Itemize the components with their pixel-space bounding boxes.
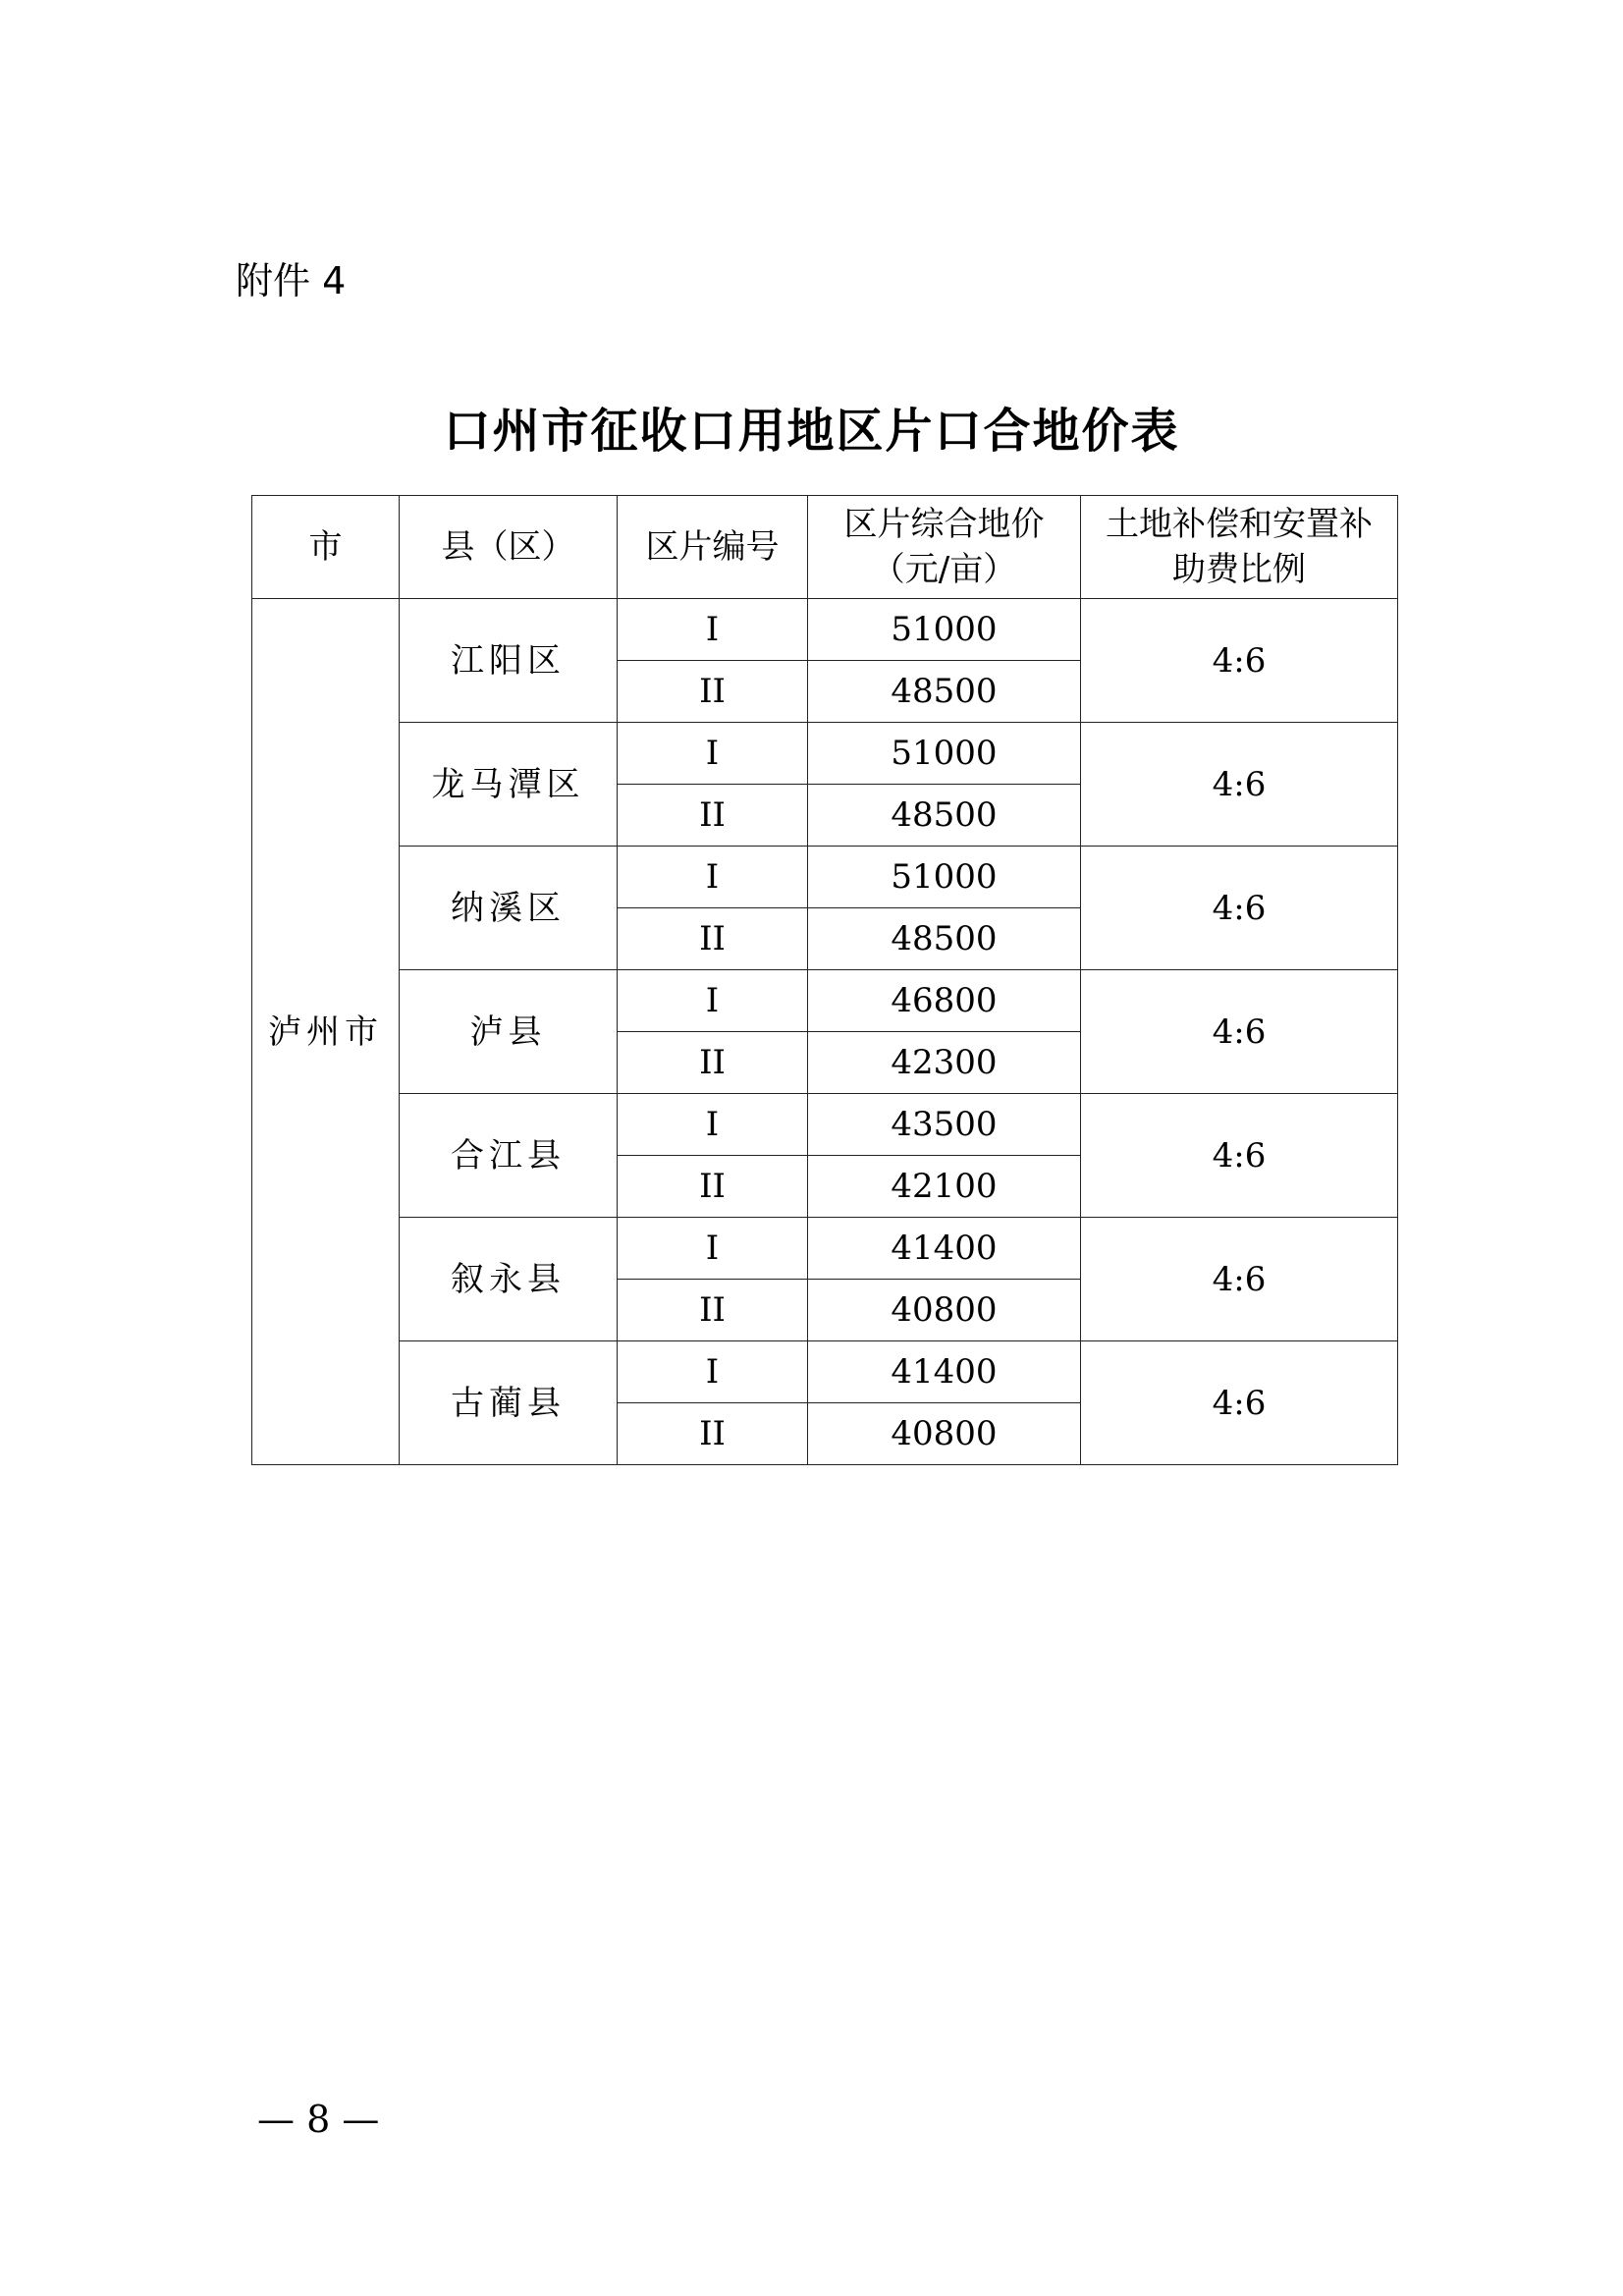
header-ratio	[1081, 496, 1398, 599]
header-ratio-line1: 土地补偿和安置补	[1106, 505, 1373, 544]
price-cell: 41400	[808, 1341, 1081, 1403]
county-cell: 纳溪区	[400, 847, 618, 970]
table-row	[252, 970, 1398, 1032]
zone-code-cell: II	[618, 1156, 808, 1218]
zone-code-cell: II	[618, 908, 808, 970]
price-cell: 46800	[808, 970, 1081, 1032]
land-price-table	[251, 495, 1398, 1465]
county-cell: 泸县	[400, 970, 618, 1094]
county-cell: 江阳区	[400, 599, 618, 723]
header-city	[252, 496, 400, 599]
county-cell: 合江县	[400, 1094, 618, 1218]
attachment-label: 附件 4	[236, 259, 347, 302]
price-cell: 48500	[808, 661, 1081, 723]
price-cell: 42100	[808, 1156, 1081, 1218]
table-row	[252, 599, 1398, 661]
table-row	[252, 847, 1398, 908]
ratio-cell: 4:6	[1081, 599, 1398, 723]
zone-code-cell: II	[618, 1032, 808, 1094]
header-county	[400, 496, 618, 599]
zone-code-cell: I	[618, 599, 808, 661]
ratio-cell: 4:6	[1081, 970, 1398, 1094]
table-row	[252, 1094, 1398, 1156]
header-county-label: 县（区）	[441, 527, 575, 567]
ratio-cell: 4:6	[1081, 723, 1398, 847]
zone-code-cell: I	[618, 723, 808, 785]
county-cell: 龙马潭区	[400, 723, 618, 847]
price-cell: 40800	[808, 1280, 1081, 1341]
price-cell: 41400	[808, 1218, 1081, 1280]
price-cell: 51000	[808, 599, 1081, 661]
price-cell: 51000	[808, 723, 1081, 785]
page-number: — 8 —	[257, 2098, 380, 2141]
city-cell: 泸州市	[252, 599, 400, 1465]
price-cell: 48500	[808, 785, 1081, 847]
zone-code-cell: I	[618, 1094, 808, 1156]
table-row	[252, 1218, 1398, 1280]
header-zone-code-label: 区片编号	[645, 527, 780, 567]
zone-code-cell: II	[618, 1280, 808, 1341]
county-cell: 古蔺县	[400, 1341, 618, 1465]
document-title: 口州市征收口用地区片口合地价表	[443, 404, 1180, 459]
zone-code-cell: I	[618, 1341, 808, 1403]
header-zone-code	[618, 496, 808, 599]
table-header-row	[252, 496, 1398, 599]
zone-code-cell: I	[618, 970, 808, 1032]
price-cell: 48500	[808, 908, 1081, 970]
ratio-cell: 4:6	[1081, 1218, 1398, 1341]
zone-code-cell: II	[618, 785, 808, 847]
header-price-line2: （元/亩）	[871, 550, 1017, 589]
price-cell: 42300	[808, 1032, 1081, 1094]
ratio-cell: 4:6	[1081, 1094, 1398, 1218]
zone-code-cell: II	[618, 1403, 808, 1465]
header-ratio-line2: 助费比例	[1172, 550, 1306, 589]
header-city-label: 市	[308, 527, 343, 567]
zone-code-cell: I	[618, 847, 808, 908]
price-cell: 43500	[808, 1094, 1081, 1156]
zone-code-cell: II	[618, 661, 808, 723]
header-price	[808, 496, 1081, 599]
table-row	[252, 1341, 1398, 1403]
price-cell: 40800	[808, 1403, 1081, 1465]
county-cell: 叙永县	[400, 1218, 618, 1341]
header-price-line1: 区片综合地价	[843, 505, 1045, 544]
price-cell: 51000	[808, 847, 1081, 908]
ratio-cell: 4:6	[1081, 1341, 1398, 1465]
ratio-cell: 4:6	[1081, 847, 1398, 970]
zone-code-cell: I	[618, 1218, 808, 1280]
table-row	[252, 723, 1398, 785]
